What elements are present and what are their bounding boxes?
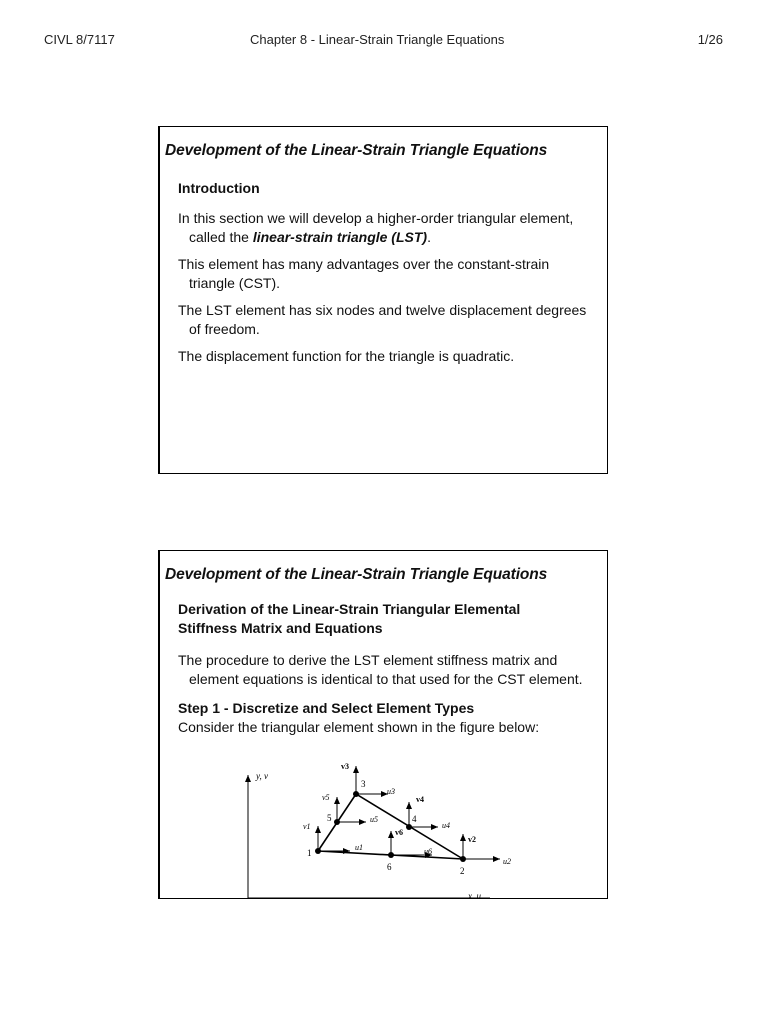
page-number: 1/26 [697, 32, 723, 47]
slide-introduction [158, 126, 608, 474]
node-6 [388, 852, 394, 858]
paragraph-text: In this section we will develop a higher-order triangular element, called the [178, 210, 574, 245]
section-heading: Derivation of the Linear-Strain Triangular Elemental Stiffness Matrix and Equations [178, 601, 521, 636]
step-heading: Step 1 - Discretize and Select Element Types [178, 700, 475, 716]
paragraph-procedure: The procedure to derive the LST element stiffness matrix and element equations is identical to that used for the CST element. [178, 652, 583, 687]
paragraph-displacement: The displacement function for the triangle is quadratic. [178, 348, 515, 364]
node-1 [315, 848, 321, 854]
node-2 [460, 856, 466, 862]
label-v4: v4 [416, 795, 424, 804]
node-label-5: 5 [327, 813, 332, 823]
x-axis-label: x, u [468, 891, 481, 900]
label-v5: v5 [322, 793, 330, 802]
lst-element-figure [160, 551, 608, 899]
paragraph-end: . [427, 229, 431, 245]
section-heading: Introduction [178, 180, 260, 196]
chapter-title: Chapter 8 - Linear-Strain Triangle Equations [250, 32, 505, 47]
node-4 [406, 824, 412, 830]
label-v3: v3 [341, 762, 349, 771]
slide-title: Development of the Linear-Strain Triangle Equations [165, 142, 548, 159]
label-u5: u5 [370, 815, 378, 824]
slide-derivation [158, 550, 608, 899]
node-label-3: 3 [361, 779, 366, 789]
label-v2: v2 [468, 835, 476, 844]
paragraph-advantages: This element has many advantages over the constant-strain triangle (CST). [178, 256, 550, 291]
y-axis-label: y, v [256, 771, 268, 781]
paragraph-nodes: The LST element has six nodes and twelve displacement degrees of freedom. [178, 302, 587, 337]
node-5 [334, 819, 340, 825]
label-u4: u4 [442, 821, 450, 830]
node-label-4: 4 [412, 814, 417, 824]
slide-title: Development of the Linear-Strain Triangle Equations [165, 566, 548, 583]
label-u6: u6 [424, 847, 432, 856]
node-label-6: 6 [387, 862, 392, 872]
paragraph-intro [178, 209, 598, 247]
label-u2: u2 [503, 857, 511, 866]
label-v6: v6 [395, 828, 403, 837]
emphasis-lst: linear-strain triangle (LST) [252, 229, 428, 245]
label-u3: u3 [387, 787, 395, 796]
node-label-2: 2 [460, 866, 465, 876]
label-v1: v1 [303, 822, 311, 831]
course-code: CIVL 8/7117 [44, 32, 115, 47]
node-3 [353, 791, 359, 797]
node-label-1: 1 [307, 848, 312, 858]
slide-body [178, 179, 598, 366]
label-u1: u1 [355, 843, 363, 852]
step-text: Consider the triangular element shown in the figure below: [178, 719, 540, 735]
